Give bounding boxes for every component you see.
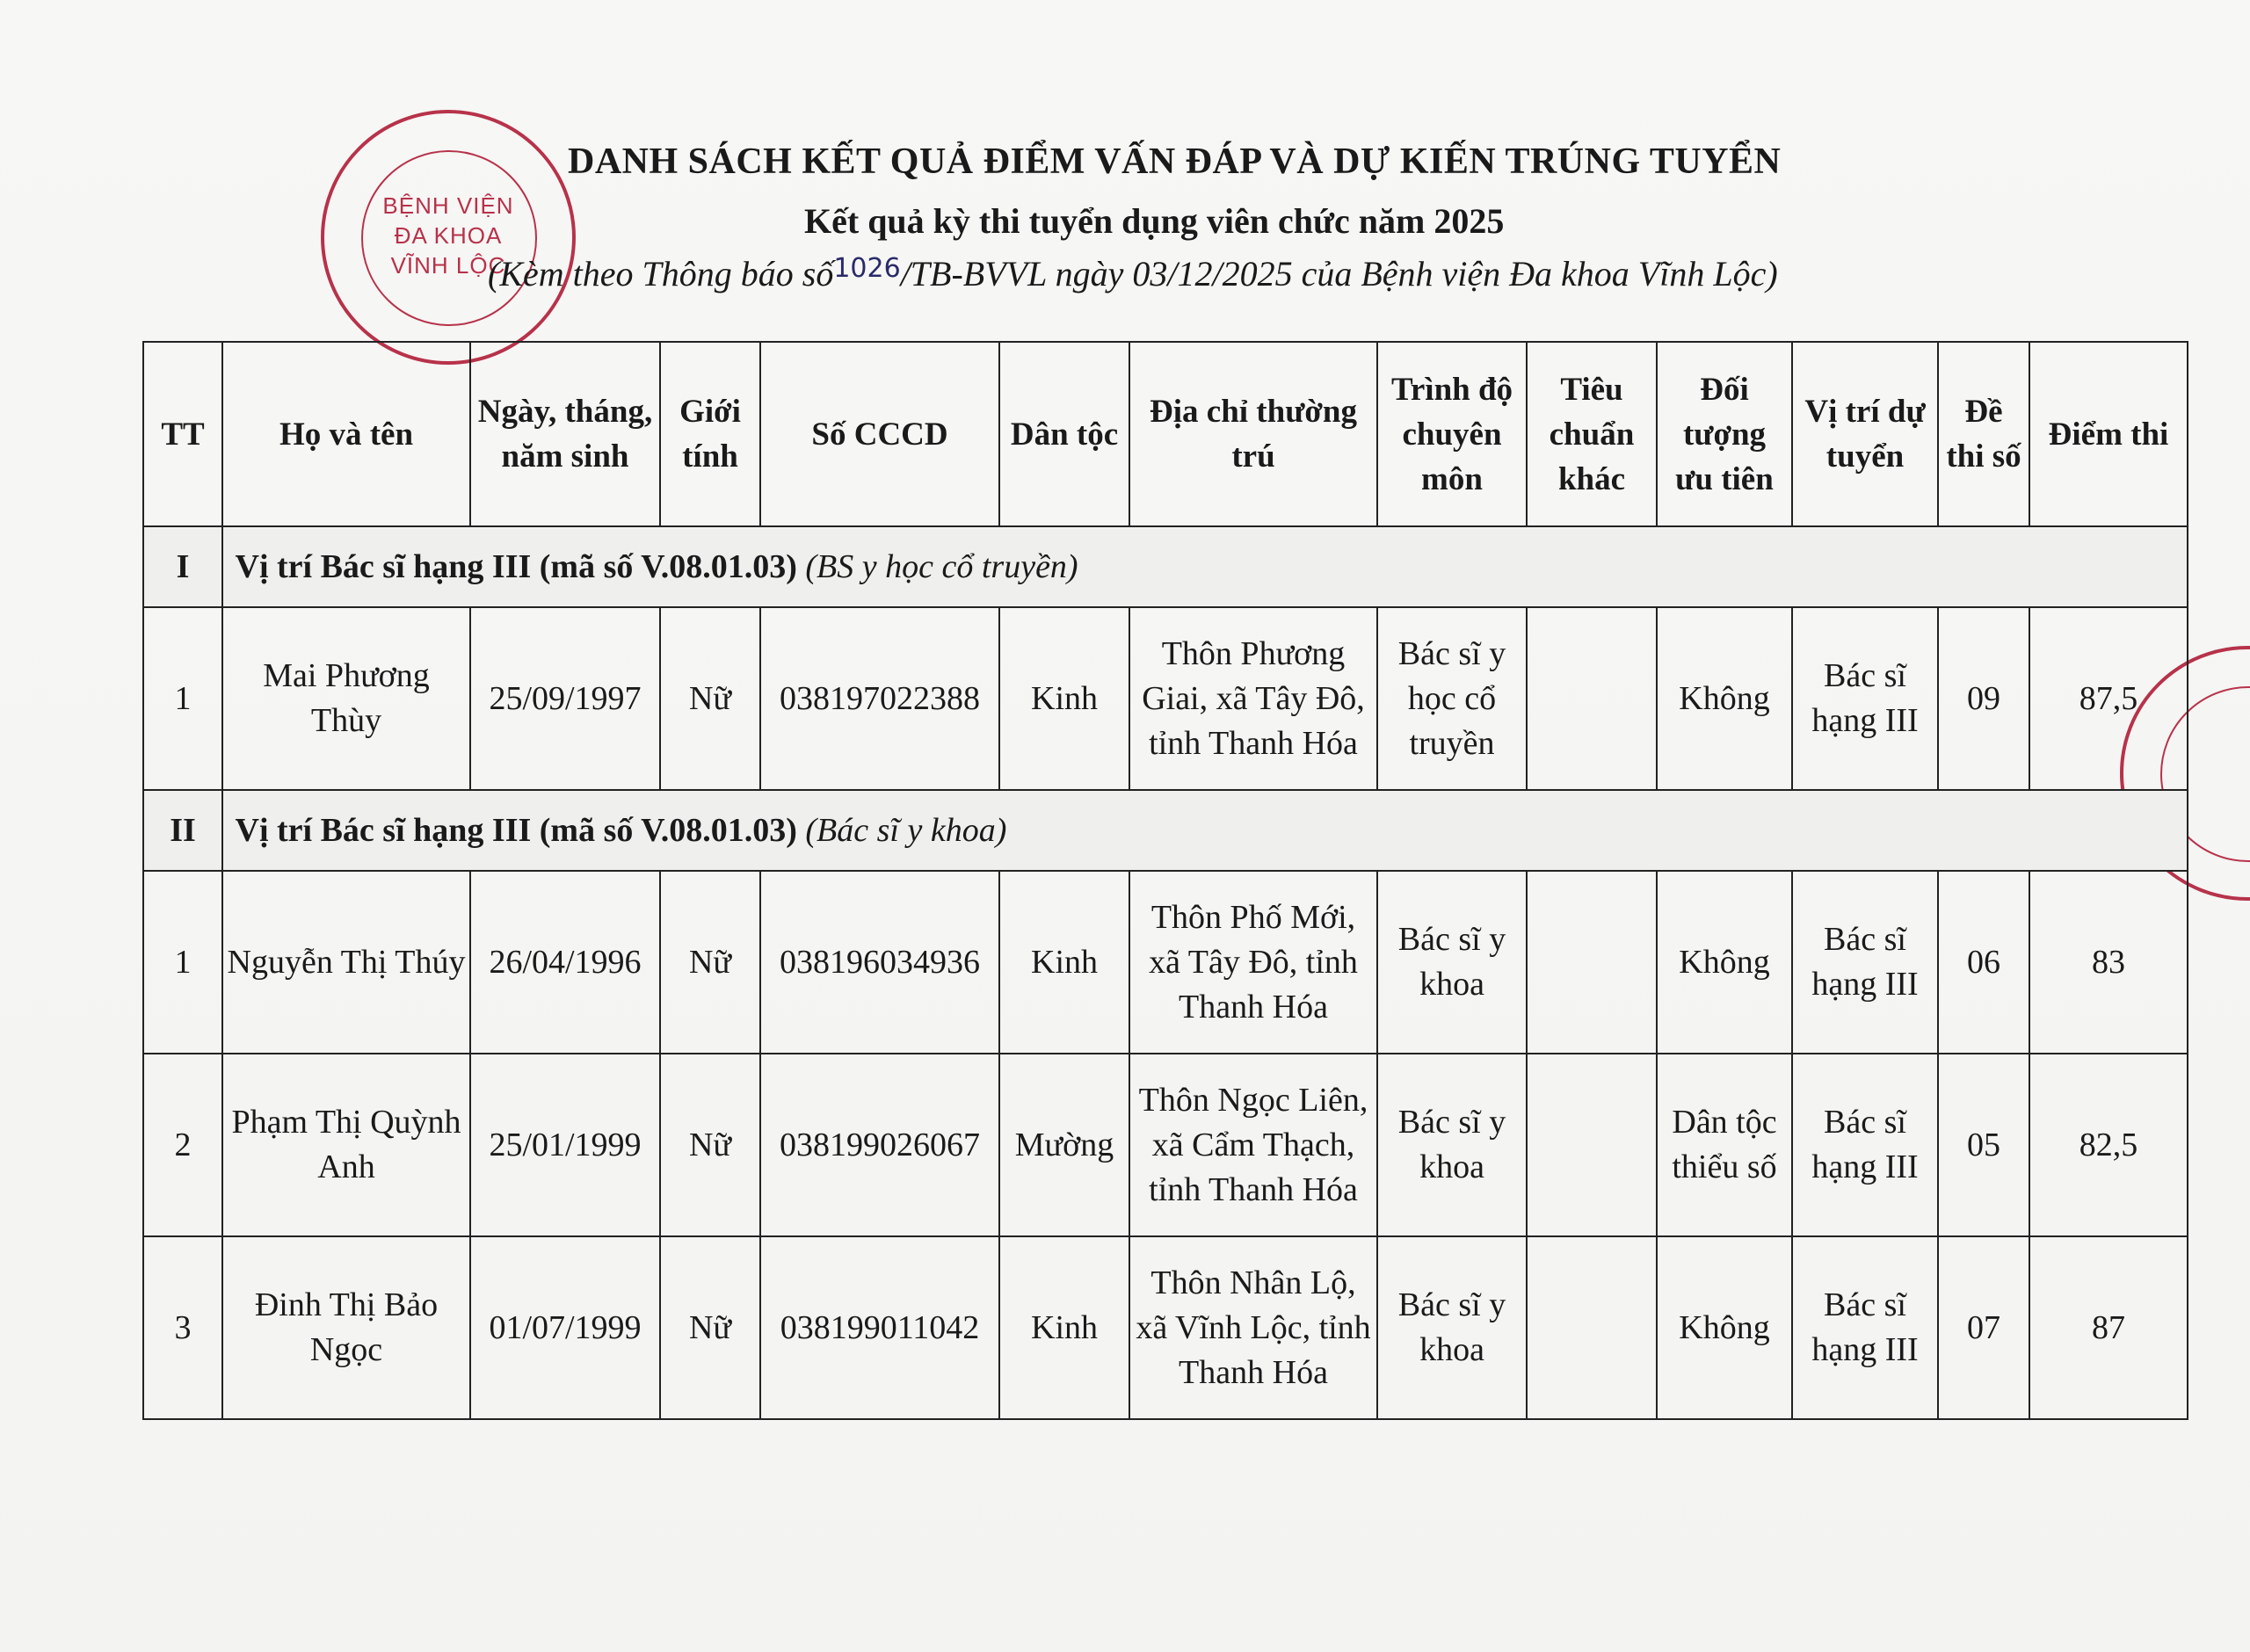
cell-cccd: 038199026067 (760, 1054, 999, 1236)
document-subtitle: Kết quả kỳ thi tuyển dụng viên chức năm 2025 (804, 201, 1505, 241)
section-title-text: Vị trí Bác sĩ hạng III (mã số V.08.01.03) (235, 811, 797, 849)
col-header-address: Địa chỉ thường trú (1129, 342, 1377, 526)
cell-tt: 2 (143, 1054, 222, 1236)
hospital-seal-stamp (321, 110, 576, 365)
cell-dob: 26/04/1996 (470, 871, 660, 1054)
cell-exam-no: 07 (1938, 1236, 2029, 1419)
col-header-cccd: Số CCCD (760, 342, 999, 526)
col-header-tt: TT (143, 342, 222, 526)
cell-position: Bác sĩ hạng III (1792, 1236, 1938, 1419)
cell-address: Thôn Ngọc Liên, xã Cẩm Thạch, tỉnh Thanh Hóa (1129, 1054, 1377, 1236)
cell-gender: Nữ (660, 871, 760, 1054)
seal-line-3: VĨNH LỘC (390, 252, 506, 279)
cell-address: Thôn Nhân Lộ, xã Vĩnh Lộc, tỉnh Thanh Hóa (1129, 1236, 1377, 1419)
cell-address: Thôn Phố Mới, xã Tây Đô, tỉnh Thanh Hóa (1129, 871, 1377, 1054)
seal-line-1: BỆNH VIỆN (382, 192, 514, 219)
cell-name: Nguyễn Thị Thúy (222, 871, 470, 1054)
cell-exam-no: 06 (1938, 871, 2029, 1054)
cell-gender: Nữ (660, 607, 760, 790)
cell-priority: Không (1657, 1236, 1792, 1419)
cell-score: 82,5 (2029, 1054, 2188, 1236)
cell-priority: Dân tộc thiểu số (1657, 1054, 1792, 1236)
cell-dob: 01/07/1999 (470, 1236, 660, 1419)
cell-priority: Không (1657, 607, 1792, 790)
document-reference-note (488, 253, 1778, 294)
section-subtitle-text: (Bác sĩ y khoa) (805, 811, 1007, 849)
cell-other-criteria (1527, 1236, 1657, 1419)
table-row (143, 1236, 2188, 1419)
cell-tt: 3 (143, 1236, 222, 1419)
cell-name: Đinh Thị Bảo Ngọc (222, 1236, 470, 1419)
section-row-2 (143, 790, 2188, 871)
cell-cccd: 038196034936 (760, 871, 999, 1054)
section-row-1 (143, 526, 2188, 607)
cell-qualification: Bác sĩ y khoa (1377, 1054, 1527, 1236)
cell-position: Bác sĩ hạng III (1792, 871, 1938, 1054)
cell-cccd: 038197022388 (760, 607, 999, 790)
cell-ethnic: Kinh (999, 1236, 1129, 1419)
col-header-ethnic: Dân tộc (999, 342, 1129, 526)
cell-dob: 25/01/1999 (470, 1054, 660, 1236)
col-header-qualification: Trình độ chuyên môn (1377, 342, 1527, 526)
table-row (143, 1054, 2188, 1236)
cell-gender: Nữ (660, 1236, 760, 1419)
cell-other-criteria (1527, 871, 1657, 1054)
cell-name: Mai Phương Thùy (222, 607, 470, 790)
cell-exam-no: 05 (1938, 1054, 2029, 1236)
cell-qualification: Bác sĩ y học cổ truyền (1377, 607, 1527, 790)
col-header-other-criteria: Tiêu chuẩn khác (1527, 342, 1657, 526)
col-header-exam-no: Đề thi số (1938, 342, 2029, 526)
table-row (143, 871, 2188, 1054)
note-prefix: (Kèm theo Thông báo số (488, 254, 834, 293)
cell-qualification: Bác sĩ y khoa (1377, 1236, 1527, 1419)
section-title (222, 526, 2188, 607)
seal-line-2: ĐA KHOA (394, 222, 503, 249)
cell-address: Thôn Phương Giai, xã Tây Đô, tỉnh Thanh Hóa (1129, 607, 1377, 790)
document-title: DANH SÁCH KẾT QUẢ ĐIỂM VẤN ĐÁP VÀ DỰ KIẾN TRÚNG TUYỂN (568, 141, 1782, 182)
section-roman-numeral: II (143, 790, 222, 871)
col-header-position: Vị trí dự tuyển (1792, 342, 1938, 526)
table-row (143, 607, 2188, 790)
cell-priority: Không (1657, 871, 1792, 1054)
cell-score: 87,5 (2029, 607, 2188, 790)
cell-position: Bác sĩ hạng III (1792, 607, 1938, 790)
section-title (222, 790, 2188, 871)
cell-dob: 25/09/1997 (470, 607, 660, 790)
cell-other-criteria (1527, 607, 1657, 790)
cell-qualification: Bác sĩ y khoa (1377, 871, 1527, 1054)
cell-score: 83 (2029, 871, 2188, 1054)
col-header-priority: Đối tượng ưu tiên (1657, 342, 1792, 526)
note-suffix: /TB-BVVL ngày 03/12/2025 của Bệnh viện Đa khoa Vĩnh Lộc) (900, 254, 1778, 293)
col-header-score: Điểm thi (2029, 342, 2188, 526)
col-header-gender: Giới tính (660, 342, 760, 526)
cell-position: Bác sĩ hạng III (1792, 1054, 1938, 1236)
cell-other-criteria (1527, 1054, 1657, 1236)
cell-ethnic: Mường (999, 1054, 1129, 1236)
cell-ethnic: Kinh (999, 871, 1129, 1054)
cell-ethnic: Kinh (999, 607, 1129, 790)
results-table (142, 341, 2188, 1420)
cell-tt: 1 (143, 871, 222, 1054)
section-title-text: Vị trí Bác sĩ hạng III (mã số V.08.01.03) (235, 547, 797, 585)
table-header-row (143, 342, 2188, 526)
col-header-dob: Ngày, tháng, năm sinh (470, 342, 660, 526)
cell-tt: 1 (143, 607, 222, 790)
cell-score: 87 (2029, 1236, 2188, 1419)
cell-cccd: 038199011042 (760, 1236, 999, 1419)
handwritten-number: 1026 (833, 253, 901, 284)
cell-exam-no: 09 (1938, 607, 2029, 790)
section-subtitle-text: (BS y học cổ truyền) (805, 547, 1078, 585)
cell-name: Phạm Thị Quỳnh Anh (222, 1054, 470, 1236)
col-header-name: Họ và tên (222, 342, 470, 526)
cell-gender: Nữ (660, 1054, 760, 1236)
section-roman-numeral: I (143, 526, 222, 607)
